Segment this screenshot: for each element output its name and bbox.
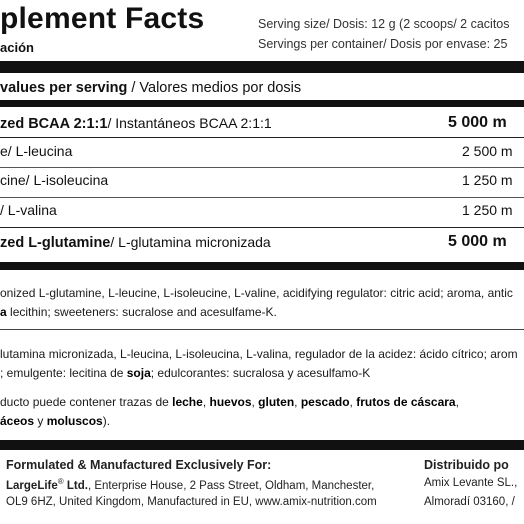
table-row-isoleucine xyxy=(0,168,524,197)
ingredients-es-soja: soja xyxy=(126,366,151,380)
allergen-sep: , xyxy=(455,395,459,409)
row-value: 5 000 m xyxy=(448,114,507,131)
footer-left-line1 xyxy=(6,477,374,492)
footer-right-line2: Almoradí 03160, / xyxy=(424,496,515,508)
ingredients-es-line2 xyxy=(0,366,370,380)
row-value: 1 250 m xyxy=(462,172,513,188)
allergen-aceos: áceos xyxy=(0,414,35,428)
table-header-bold: values per serving xyxy=(0,80,128,96)
divider-thick-bottom xyxy=(0,262,524,270)
row-name xyxy=(0,202,57,218)
divider-thick-footer xyxy=(0,440,524,450)
footer-left-line2: OL9 6HZ, United Kingdom, Manufactured in EU, www.amix-nutrition.com xyxy=(6,496,377,508)
ingredients-en-bold: a xyxy=(0,305,7,319)
table-header-rest: / Valores medios por dosis xyxy=(127,80,302,96)
ingredients-en-rest: lecithin; sweeteners: sucralose and acesulfame-K. xyxy=(6,305,277,319)
allergens-intro: ducto puede contener trazas de xyxy=(0,395,173,409)
allergen-sep: , xyxy=(251,395,259,409)
row-name xyxy=(0,115,272,132)
table-row-bcaa xyxy=(0,110,524,140)
row-name-bold: zed BCAA 2:1:1 xyxy=(0,116,108,132)
row-value: 2 500 m xyxy=(462,143,513,159)
row-name-rest: / L-glutamina micronizada xyxy=(110,234,271,250)
allergen-pescado: pescado xyxy=(300,395,350,409)
table-row-valine xyxy=(0,198,524,227)
allergen-end: ). xyxy=(102,414,111,428)
footer-address-1: , Enterprise House, 2 Pass Street, Oldham, Manchester, xyxy=(87,479,375,492)
ingredients-en-line2 xyxy=(0,305,277,319)
allergens-line1 xyxy=(0,395,459,409)
footer-left-title: Formulated & Manufactured Exclusively For: xyxy=(6,458,272,472)
allergen-leche: leche xyxy=(172,395,203,409)
allergen-huevos: huevos xyxy=(209,395,252,409)
row-name-bold: zed L-glutamine xyxy=(0,235,111,251)
table-row-leucine xyxy=(0,138,524,167)
allergen-frutos: frutos de cáscara xyxy=(356,395,456,409)
serving-size: Serving size/ Dosis: 12 g (2 scoops/ 2 cacitos xyxy=(258,17,510,31)
allergen-sep: , xyxy=(202,395,210,409)
divider-thick-header xyxy=(0,100,524,107)
servings-per-container: Servings per container/ Dosis por envase: 25 xyxy=(258,37,508,51)
row-name-rest: e/ L-leucina xyxy=(0,143,73,159)
allergen-sep: y xyxy=(34,414,47,428)
footer-right-title: Distribuido po xyxy=(424,458,509,472)
footer-right-line1: Amix Levante SL., xyxy=(424,477,518,489)
footer-registered: ® xyxy=(57,477,64,486)
ingredients-en-line1: onized L-glutamine, L-leucine, L-isoleucine, L-valine, acidifying regulator: citric acid; aroma, antic xyxy=(0,286,513,300)
allergen-gluten: gluten xyxy=(258,395,295,409)
table-row-glutamine xyxy=(0,228,524,260)
ingredients-es-line1: lutamina micronizada, L-leucina, L-isoleucina, L-valina, regulador de la acidez: ácido cítrico; arom xyxy=(0,347,518,361)
row-name xyxy=(0,234,271,251)
allergens-line2 xyxy=(0,414,110,428)
label-subtitle: ación xyxy=(0,40,34,55)
ingredients-es-b: ; edulcorantes: sucralosa y acesulfamo-K xyxy=(150,366,371,380)
allergen-moluscos: moluscos xyxy=(46,414,103,428)
section-divider xyxy=(0,329,524,330)
row-value: 1 250 m xyxy=(462,202,513,218)
row-name-rest: / L-valina xyxy=(0,202,57,218)
row-value: 5 000 m xyxy=(448,233,507,250)
label-title: plement Facts xyxy=(0,2,205,35)
table-header xyxy=(0,80,301,96)
row-name xyxy=(0,143,72,159)
row-name-rest: / Instantáneos BCAA 2:1:1 xyxy=(107,115,272,131)
allergen-sep: , xyxy=(294,395,301,409)
ingredients-es-a: ; emulgente: lecitina de xyxy=(0,366,127,380)
row-name xyxy=(0,172,108,188)
row-name-rest: cine/ L-isoleucina xyxy=(0,172,109,188)
allergen-sep: , xyxy=(349,395,357,409)
footer-company: LargeLife xyxy=(6,479,58,492)
divider-thick-top xyxy=(0,61,524,73)
footer-ltd: Ltd. xyxy=(63,479,88,492)
